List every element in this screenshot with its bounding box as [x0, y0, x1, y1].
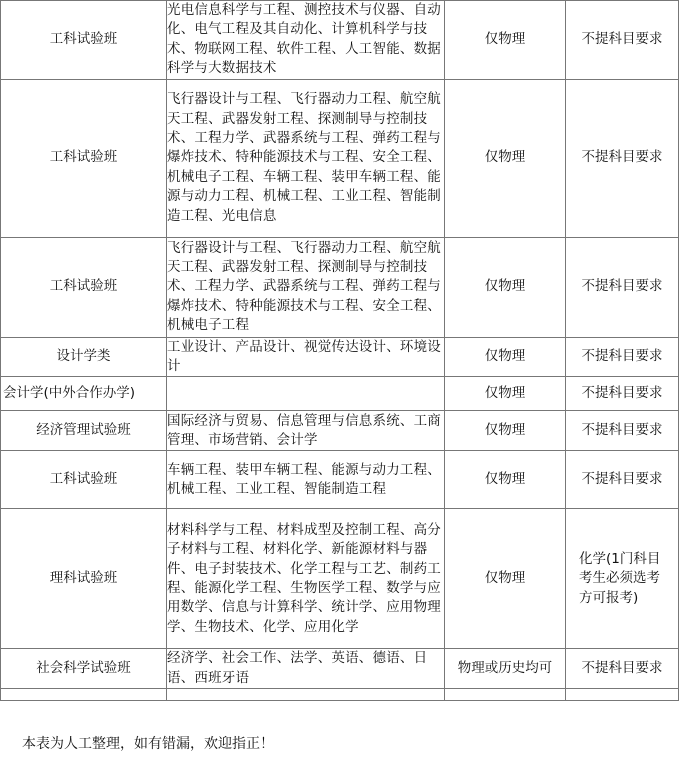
empty-cell	[167, 689, 445, 701]
table-row	[1, 649, 679, 689]
program-name: 社会科学试验班	[1, 649, 167, 689]
empty-cell	[566, 689, 679, 701]
other-requirement: 不提科目要求	[566, 79, 679, 237]
subject-requirement: 仅物理	[445, 509, 566, 649]
empty-cell	[1, 689, 167, 701]
table-row-empty	[1, 689, 679, 701]
majors-list: 飞行器设计与工程、飞行器动力工程、航空航天工程、武器发射工程、探测制导与控制技术、工程力学、武器系统与工程、弹药工程与爆炸技术、特种能源技术与工程、安全工程、机械电子工程、车辆工程、装甲车辆工程、能源与动力工程、机械工程、工业工程、智能制造工程、光电信息	[167, 79, 445, 237]
majors-list: 光电信息科学与工程、测控技术与仪器、自动化、电气工程及其自动化、计算机科学与技术、物联网工程、软件工程、人工智能、数据科学与大数据技术	[167, 1, 445, 80]
majors-list: 材料科学与工程、材料成型及控制工程、高分子材料与工程、材料化学、新能源材料与器件、电子封装技术、化学工程与工艺、制药工程、能源化学工程、生物医学工程、数学与应用数学、信息与计算科学、统计学、应用物理学、生物技术、化学、应用化学	[167, 509, 445, 649]
subject-requirement: 仅物理	[445, 1, 566, 80]
footer-note: 本表为人工整理，如有错漏，欢迎指正！	[22, 736, 274, 752]
table-row	[1, 1, 679, 80]
table-row	[1, 411, 679, 451]
program-name: 理科试验班	[1, 509, 167, 649]
subject-requirement: 仅物理	[445, 237, 566, 337]
table-row	[1, 337, 679, 377]
majors-list	[167, 377, 445, 411]
other-requirement: 不提科目要求	[566, 377, 679, 411]
subject-requirement: 仅物理	[445, 451, 566, 509]
program-name: 工科试验班	[1, 237, 167, 337]
subject-requirement: 物理或历史均可	[445, 649, 566, 689]
other-requirement: 不提科目要求	[566, 1, 679, 80]
program-name: 设计学类	[1, 337, 167, 377]
majors-list: 国际经济与贸易、信息管理与信息系统、工商管理、市场营销、会计学	[167, 411, 445, 451]
program-name: 工科试验班	[1, 451, 167, 509]
table-row	[1, 509, 679, 649]
other-requirement: 不提科目要求	[566, 411, 679, 451]
requirement-text: 化学(1门科目考生必须选考方可报考)	[579, 550, 661, 606]
subject-requirement: 仅物理	[445, 79, 566, 237]
program-name: 工科试验班	[1, 79, 167, 237]
program-name: 工科试验班	[1, 1, 167, 80]
majors-list: 车辆工程、装甲车辆工程、能源与动力工程、机械工程、工业工程、智能制造工程	[167, 451, 445, 509]
subject-requirement: 仅物理	[445, 337, 566, 377]
table-row	[1, 79, 679, 237]
majors-list: 飞行器设计与工程、飞行器动力工程、航空航天工程、武器发射工程、探测制导与控制技术、工程力学、武器系统与工程、弹药工程与爆炸技术、特种能源技术与工程、安全工程、机械电子工程	[167, 237, 445, 337]
other-requirement: 不提科目要求	[566, 237, 679, 337]
table-row	[1, 377, 679, 411]
other-requirement: 不提科目要求	[566, 337, 679, 377]
majors-list: 工业设计、产品设计、视觉传达设计、环境设计	[167, 337, 445, 377]
program-name: 会计学(中外合作办学)	[1, 377, 167, 411]
table-row	[1, 237, 679, 337]
subject-requirement: 仅物理	[445, 377, 566, 411]
program-name: 经济管理试验班	[1, 411, 167, 451]
empty-cell	[445, 689, 566, 701]
table-row	[1, 451, 679, 509]
other-requirement	[566, 509, 679, 649]
subject-requirement: 仅物理	[445, 411, 566, 451]
other-requirement: 不提科目要求	[566, 649, 679, 689]
majors-list: 经济学、社会工作、法学、英语、德语、日语、西班牙语	[167, 649, 445, 689]
other-requirement: 不提科目要求	[566, 451, 679, 509]
